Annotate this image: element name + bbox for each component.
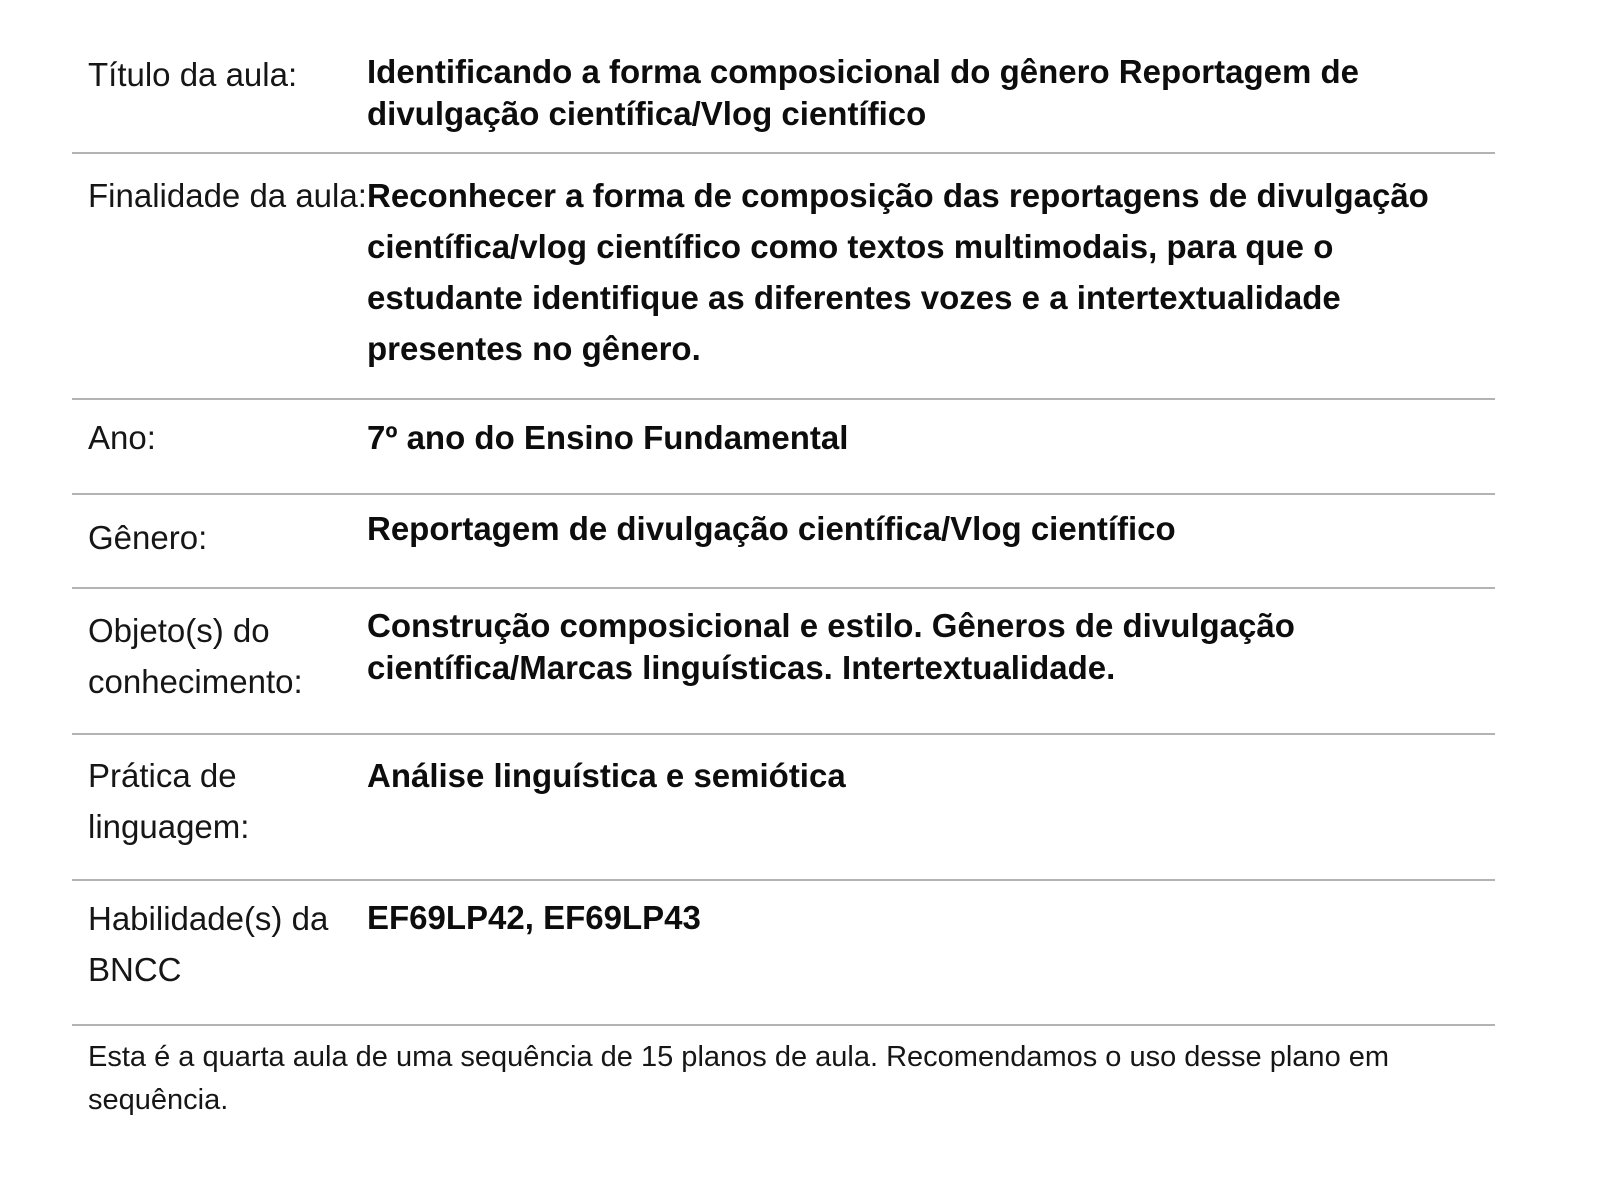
- lesson-title-value: Identificando a forma composicional do gênero Reportagem de divulgação científica/Vlog científico: [367, 53, 1359, 132]
- row-lesson-title: [72, 36, 1495, 154]
- language-practice-value: Análise linguística e semiótica: [367, 757, 846, 794]
- row-bncc-skills: [72, 881, 1495, 1026]
- row-grade-year: [72, 400, 1495, 495]
- language-practice-label: Prática de linguagem:: [88, 757, 250, 845]
- row-genre: [72, 495, 1495, 589]
- lesson-title-label: Título da aula:: [88, 56, 298, 93]
- lesson-purpose-value: Reconhecer a forma de composição das reportagens de divulgação científica/vlog científico como textos multimodais, para que o estudante identifique as diferentes vozes e a intertextualidade presentes no gênero.: [367, 177, 1429, 367]
- knowledge-objects-label: Objeto(s) do conhecimento:: [88, 612, 303, 700]
- grade-year-label: Ano:: [88, 419, 156, 456]
- lesson-plan-table: [72, 36, 1495, 1026]
- knowledge-objects-value: Construção composicional e estilo. Gêneros de divulgação científica/Marcas linguísticas. Intertextualidade.: [367, 607, 1295, 686]
- genre-value: Reportagem de divulgação científica/Vlog científico: [367, 510, 1176, 547]
- bncc-skills-value: EF69LP42, EF69LP43: [367, 899, 701, 936]
- row-lesson-purpose: [72, 154, 1495, 400]
- row-language-practice: [72, 735, 1495, 881]
- grade-year-value: 7º ano do Ensino Fundamental: [367, 419, 849, 456]
- bncc-skills-label: Habilidade(s) da BNCC: [88, 900, 329, 988]
- row-knowledge-objects: [72, 589, 1495, 735]
- lesson-purpose-label: Finalidade da aula:: [88, 177, 367, 214]
- genre-label: Gênero:: [88, 519, 208, 556]
- sequence-note: Esta é a quarta aula de uma sequência de 15 planos de aula. Recomendamos o uso desse plano em sequência.: [88, 1041, 1390, 1116]
